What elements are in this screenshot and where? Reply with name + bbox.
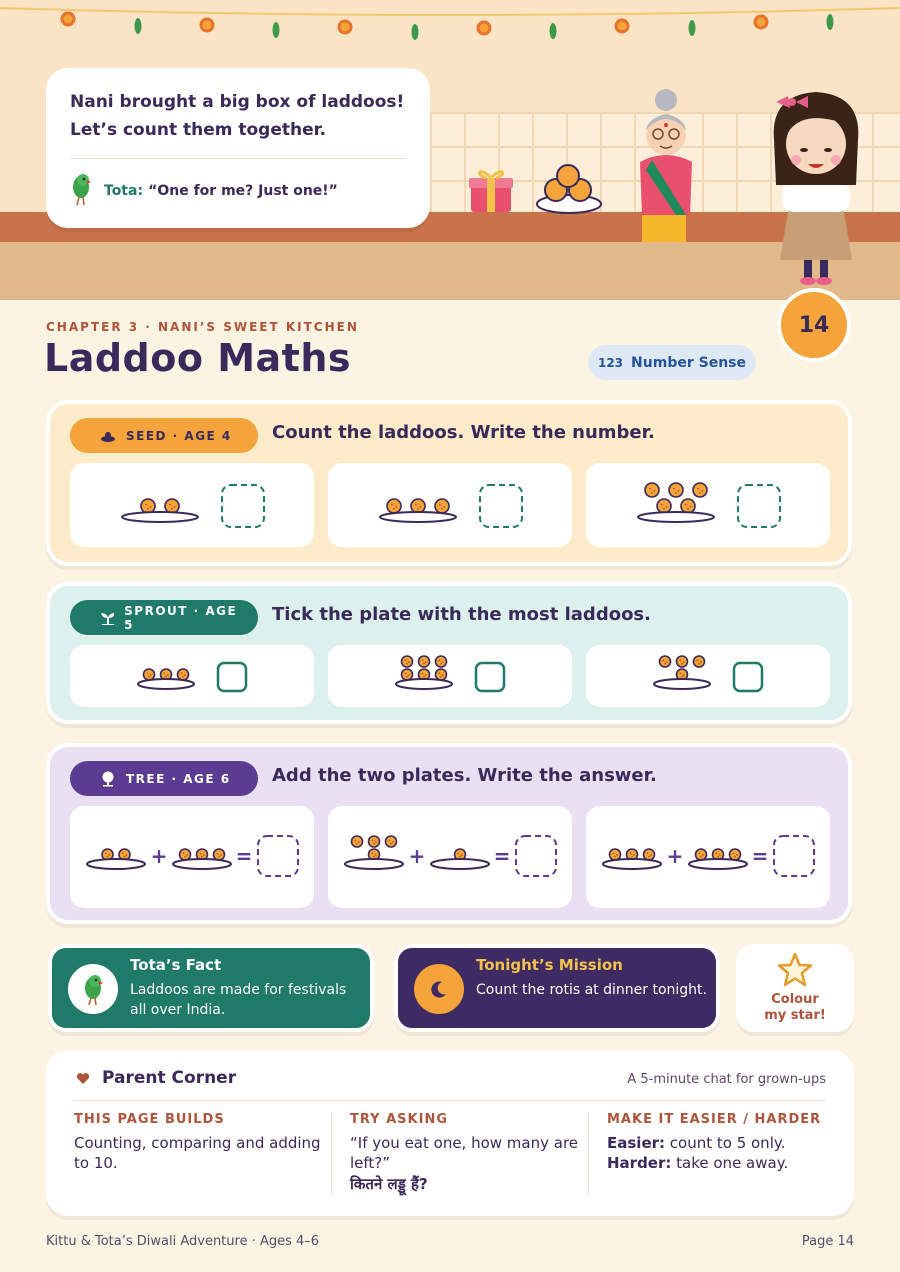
- sprout-plate-1: [70, 645, 314, 707]
- star-label-2: my star!: [764, 1008, 826, 1023]
- sprout-card-2[interactable]: [328, 645, 572, 707]
- asking-hindi: कितने लड्डू हैं?: [350, 1175, 428, 1193]
- tota-fact-title: Tota’s Fact: [130, 956, 222, 974]
- laddoo: [165, 499, 179, 513]
- laddoo: [352, 836, 363, 847]
- footer-page-number: Page 14: [801, 1234, 854, 1249]
- topic-tag-label: Number Sense: [631, 354, 746, 371]
- tree-sum-3: [586, 806, 830, 908]
- harder-text: take one away.: [671, 1154, 789, 1172]
- tree-pill: [70, 761, 258, 796]
- tota-name: Tota:: [104, 182, 144, 199]
- plate: [122, 512, 198, 522]
- laddoo: [677, 656, 688, 667]
- parent-corner: [46, 1050, 854, 1216]
- asking-heading: TRY ASKING: [350, 1112, 448, 1127]
- tree-card-2: [328, 806, 572, 908]
- laddoo: [214, 849, 225, 860]
- page-title: Laddoo Maths: [44, 336, 351, 380]
- plate: [138, 679, 194, 689]
- star-label-1: Colour: [771, 992, 819, 1007]
- tree-section: [46, 743, 852, 924]
- seed-icon: [100, 430, 116, 442]
- mission-title: Tonight’s Mission: [476, 956, 623, 974]
- plate: [654, 679, 710, 689]
- parent-col-builds: [74, 1112, 324, 1173]
- laddoo: [436, 656, 447, 667]
- gift-box-icon: [469, 172, 513, 212]
- speech-line-2: Let’s count them together.: [70, 120, 327, 140]
- difficulty-heading: MAKE IT EASIER / HARDER: [607, 1112, 822, 1127]
- seed-plate-2: [328, 463, 572, 547]
- laddoo: [402, 656, 413, 667]
- laddoo: [660, 656, 671, 667]
- answer-box: [516, 836, 556, 876]
- seed-card-3: [586, 463, 830, 547]
- answer-box: [222, 485, 264, 527]
- tick-box: [734, 663, 762, 691]
- tick-box: [476, 663, 504, 691]
- number-icon: 123: [597, 355, 624, 370]
- seed-instruction: Count the laddoos. Write the number.: [272, 422, 655, 443]
- plate: [396, 679, 452, 689]
- tota-quote: “One for me? Just one!”: [148, 182, 338, 199]
- laddoo: [386, 836, 397, 847]
- sprout-pill-label: SPROUT · AGE 5: [124, 603, 238, 632]
- laddoo: [411, 499, 425, 513]
- laddoo: [402, 669, 413, 680]
- laddoo: [644, 849, 655, 860]
- laddoo: [669, 483, 683, 497]
- sprout-pill: [70, 600, 258, 635]
- parrot-icon: [82, 972, 104, 1006]
- sprout-plate-2: [328, 645, 572, 707]
- plate: [689, 859, 747, 869]
- parent-col-asking: [350, 1112, 580, 1195]
- seed-card-1: [70, 463, 314, 547]
- laddoo: [435, 499, 449, 513]
- easier-line: [607, 1133, 837, 1153]
- parent-col-difficulty: [607, 1112, 837, 1173]
- tree-instruction: Add the two plates. Write the answer.: [272, 765, 657, 786]
- builds-heading: THIS PAGE BUILDS: [74, 1112, 225, 1127]
- plate: [603, 859, 661, 869]
- asking-body: “If you eat one, how many are left?”: [350, 1134, 579, 1172]
- nani-character-icon: [640, 89, 692, 242]
- plus-sign: +: [666, 844, 684, 868]
- laddoo: [645, 483, 659, 497]
- plus-sign: +: [408, 844, 426, 868]
- sprout-icon: [100, 611, 114, 625]
- answer-box: [258, 836, 298, 876]
- tree-sum-1: [70, 806, 314, 908]
- colour-star-card[interactable]: [736, 944, 854, 1032]
- tota-fact-body: Laddoos are made for festivals all over India.: [130, 982, 347, 1018]
- laddoo: [178, 669, 189, 680]
- mission-card: [394, 944, 720, 1032]
- tota-fact-card: [48, 944, 374, 1032]
- parent-col-divider-2: [588, 1112, 589, 1196]
- plus-sign: +: [150, 844, 168, 868]
- sprout-instruction: Tick the plate with the most laddoos.: [272, 604, 651, 625]
- equals-sign: =: [751, 844, 769, 868]
- answer-box: [738, 485, 780, 527]
- answer-box: [774, 836, 814, 876]
- topic-tag: [588, 345, 756, 380]
- laddoo-plate-icon: [537, 165, 601, 213]
- tick-box: [218, 663, 246, 691]
- sprout-plate-3: [586, 645, 830, 707]
- parent-col-divider-1: [331, 1112, 332, 1196]
- laddoo: [610, 849, 621, 860]
- plate: [345, 859, 403, 869]
- laddoo: [419, 656, 430, 667]
- laddoo: [696, 849, 707, 860]
- parent-corner-subtitle: A 5-minute chat for grown-ups: [627, 1072, 826, 1087]
- answer-box: [480, 485, 522, 527]
- plate: [173, 859, 231, 869]
- seed-plate-3: [586, 463, 830, 547]
- easier-label: Easier:: [607, 1134, 666, 1152]
- tree-card-3: [586, 806, 830, 908]
- plate: [638, 512, 714, 522]
- tree-card-1: [70, 806, 314, 908]
- seed-plate-1: [70, 463, 314, 547]
- seed-card-2: [328, 463, 572, 547]
- laddoo: [436, 669, 447, 680]
- seed-pill: [70, 418, 258, 453]
- laddoo: [369, 836, 380, 847]
- plate: [431, 859, 489, 869]
- parent-corner-title: Parent Corner: [102, 1068, 237, 1088]
- laddoo: [681, 499, 695, 513]
- page-number-badge: 14: [777, 288, 851, 362]
- plate: [87, 859, 145, 869]
- heart-icon: [76, 1072, 90, 1085]
- chapter-label: CHAPTER 3 · NANI’S SWEET KITCHEN: [46, 320, 359, 334]
- parent-divider: [74, 1100, 826, 1101]
- builds-body: Counting, comparing and adding to 10.: [74, 1134, 321, 1172]
- laddoo: [694, 656, 705, 667]
- equals-sign: =: [235, 844, 253, 868]
- equals-sign: =: [493, 844, 511, 868]
- sprout-card-1[interactable]: [70, 645, 314, 707]
- laddoo: [180, 849, 191, 860]
- sprout-card-3[interactable]: [586, 645, 830, 707]
- tree-pill-label: TREE · AGE 6: [126, 771, 231, 786]
- kitchen-scene: [0, 0, 900, 300]
- harder-line: [607, 1153, 837, 1173]
- mission-avatar: [414, 964, 464, 1014]
- tota-fact-avatar: [68, 964, 118, 1014]
- laddoo: [730, 849, 741, 860]
- laddoo: [387, 499, 401, 513]
- mission-body: Count the rotis at dinner tonight.: [476, 982, 707, 998]
- seed-section: [46, 400, 852, 566]
- star-icon: [776, 952, 814, 988]
- plate: [380, 512, 456, 522]
- kittu-character-icon: [774, 92, 859, 285]
- tree-sum-2: [328, 806, 572, 908]
- laddoo: [141, 499, 155, 513]
- tree-icon: [100, 771, 116, 787]
- easier-text: count to 5 only.: [665, 1134, 786, 1152]
- laddoo: [144, 669, 155, 680]
- speech-line-1: Nani brought a big box of laddoos!: [70, 92, 405, 112]
- laddoo: [657, 499, 671, 513]
- harder-label: Harder:: [607, 1154, 672, 1172]
- sprout-section: [46, 582, 852, 724]
- seed-pill-label: SEED · AGE 4: [126, 428, 232, 443]
- laddoo: [693, 483, 707, 497]
- footer-book-title: Kittu & Tota’s Diwali Adventure · Ages 4–6: [46, 1234, 320, 1249]
- parent-corner-header: [76, 1068, 236, 1088]
- hero-illustration: [0, 0, 900, 300]
- moon-icon: [429, 979, 449, 999]
